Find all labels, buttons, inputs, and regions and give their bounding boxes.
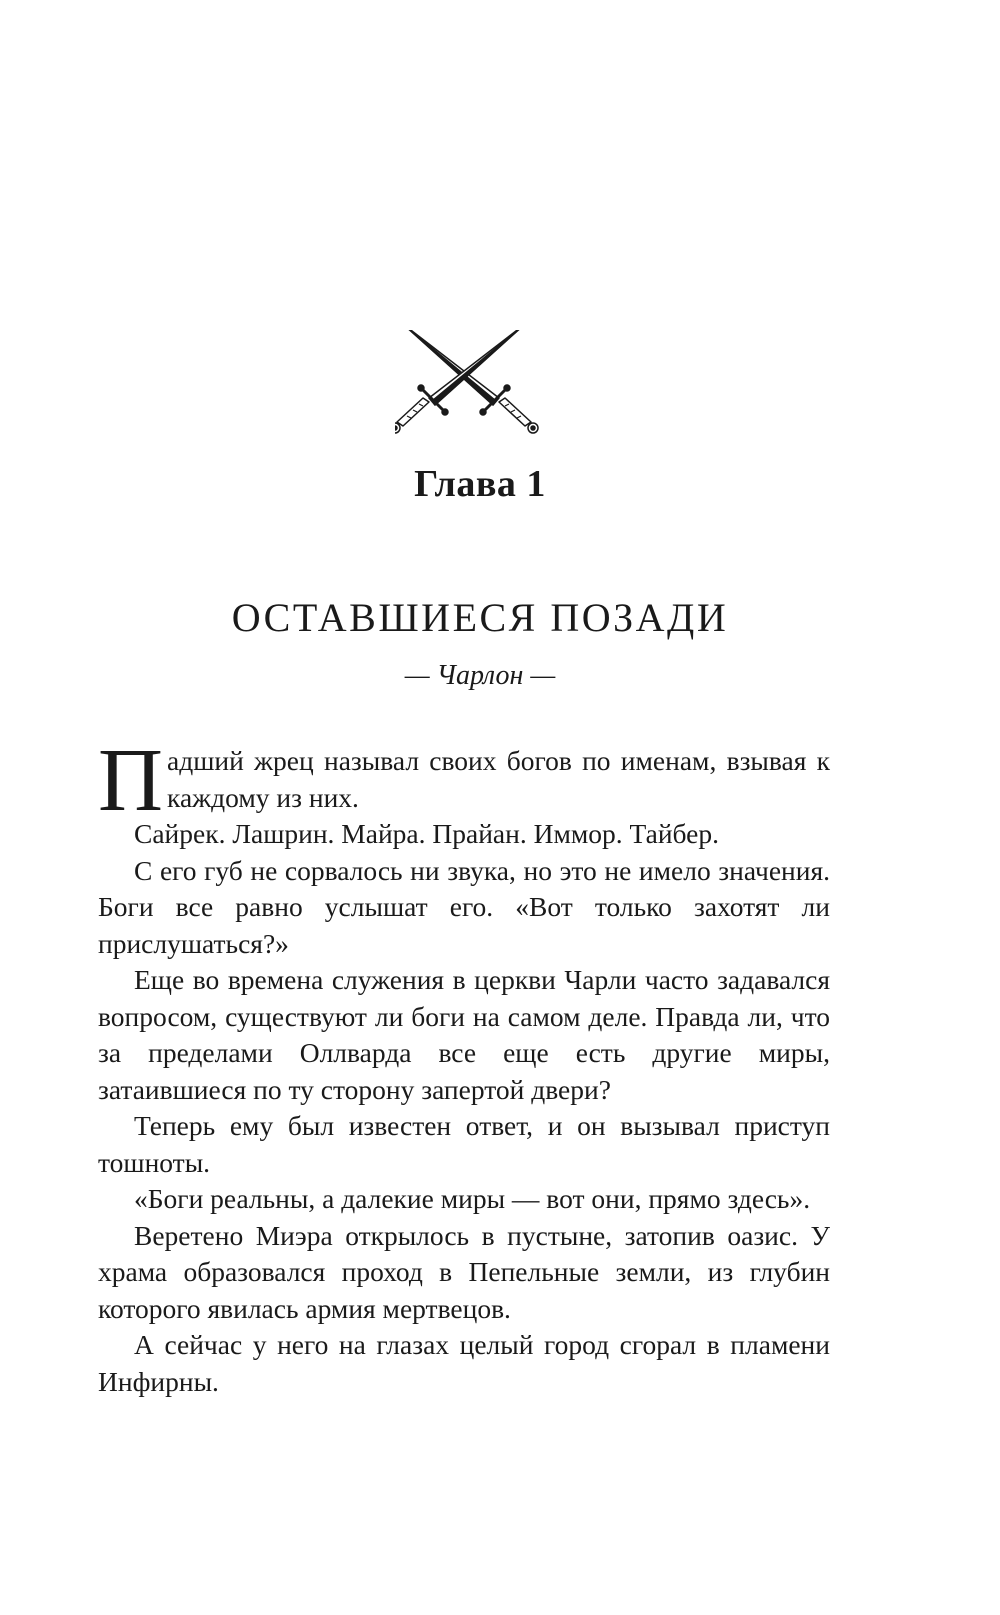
chapter-pov: — Чарлон — [404, 660, 556, 691]
paragraph: Сайрек. Лашрин. Майра. Прайан. Иммор. Тайбер. [134, 818, 719, 849]
paragraph: Еще во времена служения в церкви Чарли часто задавался вопросом, существуют ли боги на самом деле. Правда ли, что за пределами Оллварда все еще есть другие миры, затаившиеся по ту сторону запертой двери? [98, 964, 830, 1105]
paragraph-text: адший жрец называл своих богов по именам, взывая к каждому из них. [167, 745, 830, 813]
paragraph: С его губ не сорвалось ни звука, но это не имело значения. Боги все равно услышат его. «Вот только захотят ли прислушаться?» [98, 854, 830, 959]
chapter-title: ОСТАВШИЕСЯ ПОЗАДИ [231, 595, 729, 640]
drop-cap: П [98, 731, 163, 830]
chapter-body [98, 731, 830, 1400]
crossed-daggers-icon [395, 330, 565, 450]
paragraph: «Боги реальны, а далекие миры — вот они, прямо здесь». [134, 1183, 811, 1214]
chapter-number: Глава 1 [414, 463, 546, 505]
paragraph: Теперь ему был известен ответ, и он вызывал приступ тошноты. [98, 1110, 830, 1178]
paragraph: А сейчас у него на глазах целый город сгорал в пламени Инфирны. [98, 1329, 830, 1397]
paragraph [98, 731, 830, 830]
paragraph: Веретено Миэра открылось в пустыне, затопив оазис. У храма образовался проход в Пепельные земли, из глубин которого явилась армия мертвецов. [98, 1219, 830, 1324]
